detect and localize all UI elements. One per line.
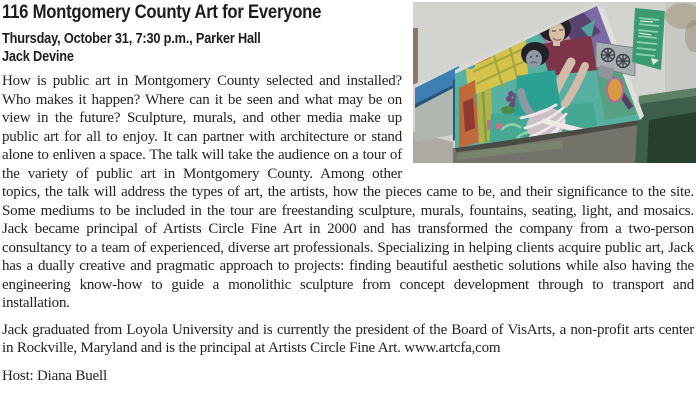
event-datetime-location: Thursday, October 31, 7:30 p.m., Parker Hall	[2, 31, 261, 47]
event-photo	[413, 2, 696, 163]
mural-photo-image	[413, 2, 696, 163]
event-speaker: Jack Devine	[2, 49, 74, 65]
event-title: 116 Montgomery County Art for Everyone	[2, 2, 322, 23]
dumpster	[635, 88, 696, 163]
host-line: Host: Diana Buell	[2, 367, 107, 384]
speaker-bio: Jack graduated from Loyola University and is currently the president of the Board of VisArts, a non-profit arts center in Rockville, Maryland and is the principal at Artists Circle Fine Art. www.artcfa,com	[2, 321, 694, 356]
green-banner-sign	[632, 8, 665, 70]
event-description: How is public art in Montgomery County selected and installed? Who makes it happen? Where can it be seen and what may be on view in the future? Sculpture, murals, and other media make up public art for all to enjoy. It can partner with architecture or stand alone to enliven a space. The talk will take the audience on a tour of the variety of public art in Montgomery County. Among other topics, the talk will address the types of art, the artists, how the pieces came to be, and their significance to the site. Some mediums to be included in the tour are freestanding sculpture, murals, fountains, seating, light, and mosaics. Jack became principal of Artists Circle Fine Art in 2000 and has transformed the company from a two-person consultancy to a team of experienced, diverse art professionals. Specializing in helping clients acquire public art, Jack has a dually creative and pragmatic approach to projects: finding beautiful aesthetic solutions while also having the engineering know-how to guide a monolithic sculpture from concept development through to transport and installation.	[2, 73, 694, 311]
